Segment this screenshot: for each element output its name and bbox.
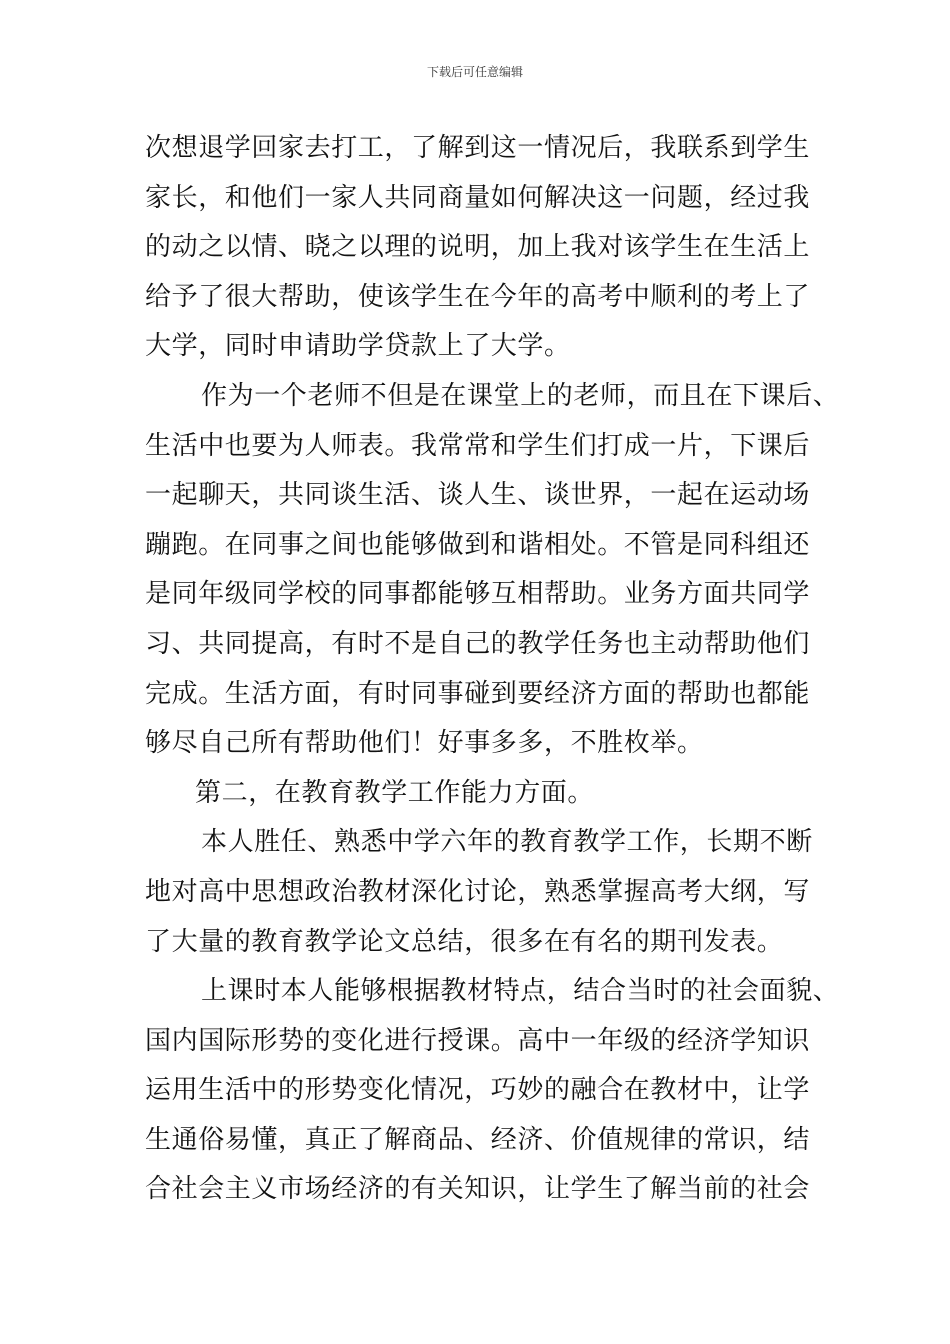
text-line: 了大量的教育教学论文总结，很多在有名的期刊发表。 (145, 926, 784, 957)
text-line: 够尽自己所有帮助他们！好事多多，不胜枚举。 (145, 728, 704, 759)
text-line: 家长，和他们一家人共同商量如何解决这一问题，经过我 (145, 182, 811, 213)
text-line: 大学，同时申请助学贷款上了大学。 (145, 331, 571, 362)
text-line: 运用生活中的形势变化情况，巧妙的融合在教材中，让学 (145, 1075, 811, 1106)
text-line: 国内国际形势的变化进行授课。高中一年级的经济学知识 (145, 1025, 811, 1056)
paragraph-start-line: 上课时本人能够根据教材特点，结合当时的社会面貌、 (201, 976, 840, 1007)
text-line: 蹦跑。在同事之间也能够做到和谐相处。不管是同科组还 (145, 529, 811, 560)
section-heading: 第二，在教育教学工作能力方面。 (195, 777, 595, 808)
text-line: 地对高中思想政治教材深化讨论，熟悉掌握高考大纲，写 (145, 876, 811, 907)
page-header: 下载后可任意编辑 (426, 65, 523, 79)
text-line: 是同年级同学校的同事都能够互相帮助。业务方面共同学 (145, 579, 811, 610)
text-line: 习、共同提高，有时不是自己的教学任务也主动帮助他们 (145, 628, 811, 659)
text-line: 的动之以情、晓之以理的说明，加上我对该学生在生活上 (145, 232, 811, 263)
text-line: 生活中也要为人师表。我常常和学生们打成一片，下课后 (145, 430, 811, 461)
text-line: 合社会主义市场经济的有关知识，让学生了解当前的社会 (145, 1174, 811, 1205)
text-line: 生通俗易懂，真正了解商品、经济、价值规律的常识，结 (145, 1124, 811, 1155)
text-line: 次想退学回家去打工，了解到这一情况后，我联系到学生 (145, 133, 811, 163)
paragraph-start-line: 作为一个老师不但是在课堂上的老师，而且在下课后、 (201, 380, 840, 411)
document-body (145, 124, 840, 1215)
paragraph-start-line: 本人胜任、熟悉中学六年的教育教学工作，长期不断 (201, 827, 813, 858)
text-line: 一起聊天，共同谈生活、谈人生、谈世界，一起在运动场 (145, 480, 811, 511)
text-line: 给予了很大帮助，使该学生在今年的高考中顺利的考上了 (145, 281, 811, 312)
text-line: 完成。生活方面，有时同事碰到要经济方面的帮助也都能 (145, 678, 811, 709)
